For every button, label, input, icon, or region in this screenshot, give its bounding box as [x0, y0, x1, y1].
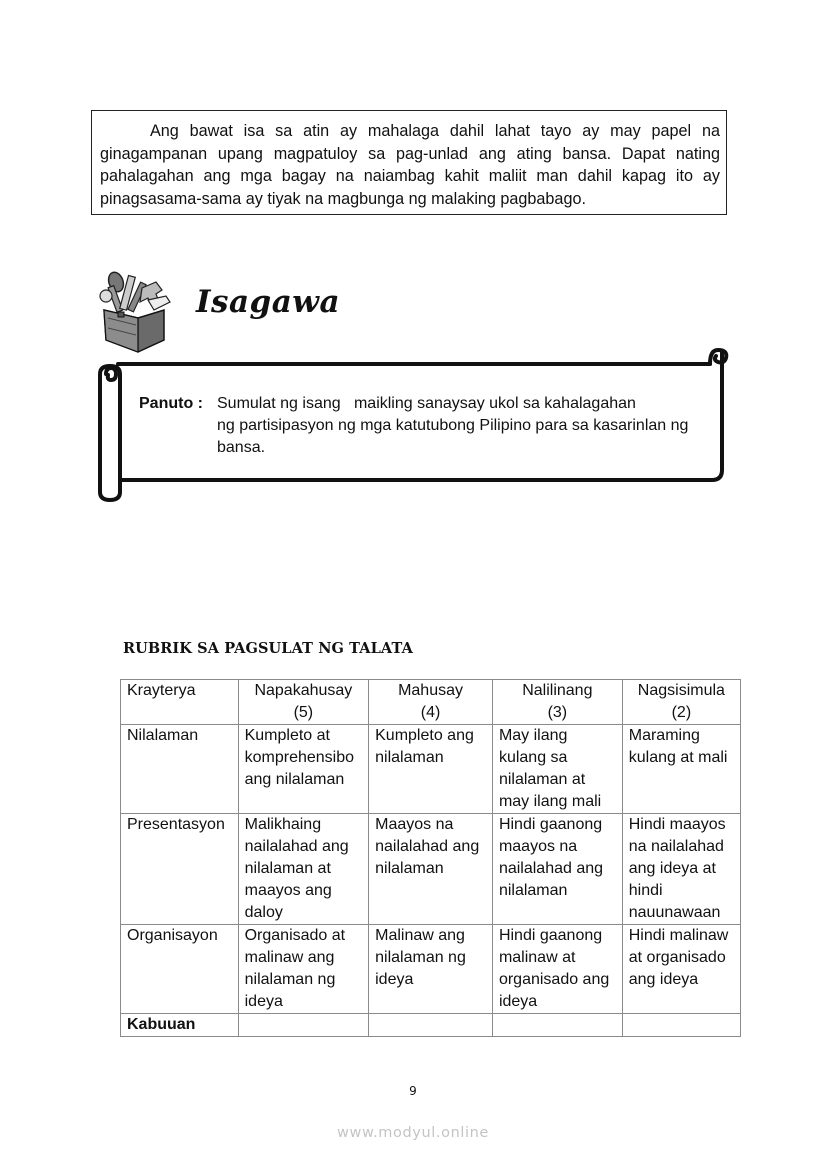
- criterion-cell: Presentasyon: [121, 814, 239, 925]
- total-cell: [492, 1014, 622, 1037]
- table-cell: Kumpleto at komprehensibo ang nilalaman: [238, 725, 369, 814]
- panuto-label: Panuto :: [139, 395, 203, 412]
- table-cell: Hindi gaanong maayos na nailalahad ang nilalaman: [492, 814, 622, 925]
- table-cell: Hindi malinaw at organisado ang ideya: [622, 925, 740, 1014]
- table-row: [121, 725, 741, 814]
- panuto-instructions: [217, 393, 717, 459]
- section-title: Isagawa: [196, 284, 341, 320]
- table-cell: Malikhaing nailalahad ang nilalaman at maayos ang daloy: [238, 814, 369, 925]
- criterion-cell: Organisayon: [121, 925, 239, 1014]
- panuto-line: bansa.: [217, 439, 266, 456]
- intro-text-box: [91, 110, 727, 215]
- toolbox-icon: [98, 268, 178, 354]
- header-cell: Krayterya: [121, 680, 239, 725]
- table-cell: Kumpleto ang nilalaman: [369, 725, 493, 814]
- table-cell: Maraming kulang at mali: [622, 725, 740, 814]
- watermark: www.modyul.online: [337, 1125, 489, 1141]
- header-cell: Nagsisimula (2): [622, 680, 740, 725]
- intro-paragraph: Ang bawat isa sa atin ay mahalaga dahil lahat tayo ay may papel na ginagampanan upang magpatuloy sa pag-unlad ang ating bansa. Dapat nating pahalagahan ang mga bagay na naiambag kahit maliit man dahil kapag ito ay pinagsasama-sama ay tiyak na magbunga ng malaking pagbabago.: [100, 122, 720, 208]
- total-cell: [238, 1014, 369, 1037]
- header-cell: Mahusay (4): [369, 680, 493, 725]
- panuto-line: ng partisipasyon ng mga katutubong Pilipino para sa kasarinlan ng: [217, 417, 689, 434]
- table-cell: Maayos na nailalahad ang nilalaman: [369, 814, 493, 925]
- table-header-row: [121, 680, 741, 725]
- rubric-table: [120, 679, 741, 1037]
- total-cell: [622, 1014, 740, 1037]
- table-cell: Hindi gaanong malinaw at organisado ang ideya: [492, 925, 622, 1014]
- header-cell: Napakahusay (5): [238, 680, 369, 725]
- panuto-line: Sumulat ng isang maikling sanaysay ukol sa kahalagahan: [217, 395, 636, 412]
- page-number: 9: [409, 1084, 417, 1098]
- table-cell: May ilang kulang sa nilalaman at may ilang mali: [492, 725, 622, 814]
- total-row: [121, 1014, 741, 1037]
- table-cell: Organisado at malinaw ang nilalaman ng ideya: [238, 925, 369, 1014]
- header-cell: Nalilinang (3): [492, 680, 622, 725]
- rubric-title: RUBRIK SA PAGSULAT NG TALATA: [123, 640, 413, 657]
- table-row: [121, 814, 741, 925]
- table-cell: Malinaw ang nilalaman ng ideya: [369, 925, 493, 1014]
- table-cell: Hindi maayos na nailalahad ang ideya at hindi nauunawaan: [622, 814, 740, 925]
- criterion-cell: Nilalaman: [121, 725, 239, 814]
- total-label: Kabuuan: [121, 1014, 239, 1037]
- total-cell: [369, 1014, 493, 1037]
- table-row: [121, 925, 741, 1014]
